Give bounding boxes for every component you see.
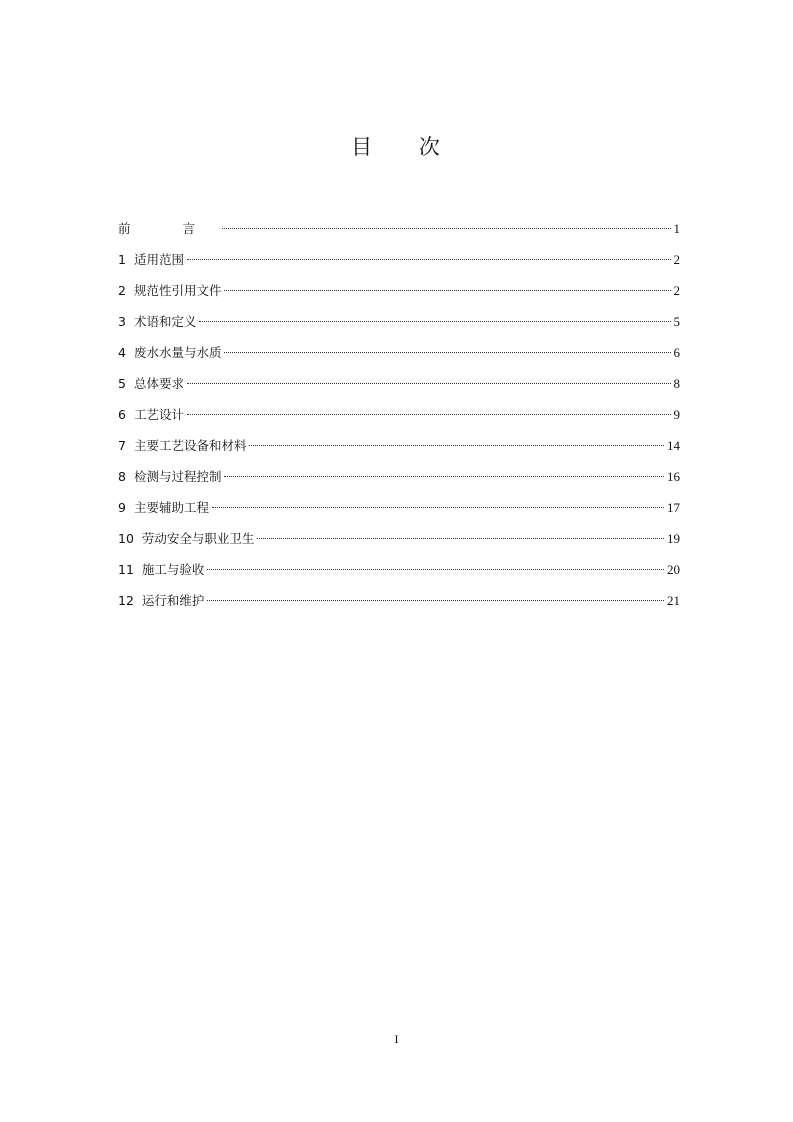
toc-entry-label [118,337,221,368]
toc-entry[interactable] [118,275,680,306]
toc-entry-label [118,492,209,523]
toc-entry-number: 2 [118,283,126,298]
toc-entry[interactable] [118,337,680,368]
toc-entry-page: 17 [667,500,680,515]
toc-entry-title: 规范性引用文件 [133,283,222,298]
toc-entry-number: 10 [118,531,134,546]
toc-entry-preface[interactable] [118,213,680,244]
toc-entry-page: 6 [673,345,680,360]
toc-leader-dots [224,290,670,291]
toc-entry-page: 14 [667,438,680,453]
toc-entry-number: 5 [118,376,126,391]
toc-leader-dots [187,259,671,260]
toc-entry-number: 11 [118,562,134,577]
toc-leader-dots [207,600,664,601]
toc-entry-label [118,306,196,337]
toc-entry-title: 检测与过程控制 [133,469,222,484]
toc-entry[interactable] [118,399,680,430]
toc-entry-title: 劳动安全与职业卫生 [141,531,255,546]
toc-entry[interactable] [118,461,680,492]
toc-entry-title: 适用范围 [133,252,184,267]
toc-entry-title: 废水水量与水质 [133,345,222,360]
toc-entry-page: 2 [673,283,680,298]
toc-entry-page: 9 [673,407,680,422]
toc-entry-number: 9 [118,500,126,515]
toc-entry-label [118,554,204,585]
toc-entry-page: 19 [667,531,680,546]
toc-leader-dots [199,321,670,322]
toc-entry-title: 前 言 [118,221,219,236]
toc-entry-number: 3 [118,314,126,329]
toc-leader-dots [222,228,671,229]
toc-entry-page: 20 [667,562,680,577]
toc-entry-page: 2 [673,252,680,267]
toc-entry-title: 术语和定义 [133,314,197,329]
toc-entry-page: 16 [667,469,680,484]
page-title: 目 次 [351,135,460,159]
toc-entry-label [118,399,184,430]
toc-entry-number: 8 [118,469,126,484]
toc-entry[interactable] [118,492,680,523]
toc-entry-page: 1 [673,221,680,236]
toc-entry-title: 运行和维护 [141,593,205,608]
toc-entry-label [118,585,204,616]
toc-leader-dots [187,383,671,384]
toc-leader-dots [207,569,664,570]
toc-entry-label [118,368,184,399]
toc-entry-label [118,430,246,461]
toc-entry[interactable] [118,368,680,399]
toc-entry-label [118,244,184,275]
toc-entry-number: 1 [118,252,126,267]
toc-entry[interactable] [118,430,680,461]
toc-entry-number: 6 [118,407,126,422]
toc-leader-dots [212,507,664,508]
toc-entry-number: 4 [118,345,126,360]
toc-entry-title: 施工与验收 [141,562,205,577]
toc-entry[interactable] [118,523,680,554]
toc-entry-label [118,275,221,306]
toc-entry-title: 总体要求 [133,376,184,391]
toc-leader-dots [187,414,671,415]
toc-entry-number: 7 [118,438,126,453]
toc-leader-dots [257,538,664,539]
toc-entry[interactable] [118,244,680,275]
toc-entry[interactable] [118,585,680,616]
toc-entry-title: 主要工艺设备和材料 [133,438,247,453]
toc-leader-dots [224,352,670,353]
toc-leader-dots [249,445,664,446]
toc-entry[interactable] [118,306,680,337]
toc-entry-page: 21 [667,593,680,608]
toc-leader-dots [224,476,664,477]
table-of-contents [118,213,680,616]
toc-entry-title: 工艺设计 [133,407,184,422]
toc-entry-label [118,461,221,492]
toc-entry-label [118,523,254,554]
toc-entry-page: 8 [673,376,680,391]
toc-entry-title: 主要辅助工程 [133,500,209,515]
footer-page-number: I [394,1032,399,1046]
toc-entry[interactable] [118,554,680,585]
toc-entry-page: 5 [673,314,680,329]
toc-entry-label [118,213,219,244]
toc-entry-number: 12 [118,593,134,608]
